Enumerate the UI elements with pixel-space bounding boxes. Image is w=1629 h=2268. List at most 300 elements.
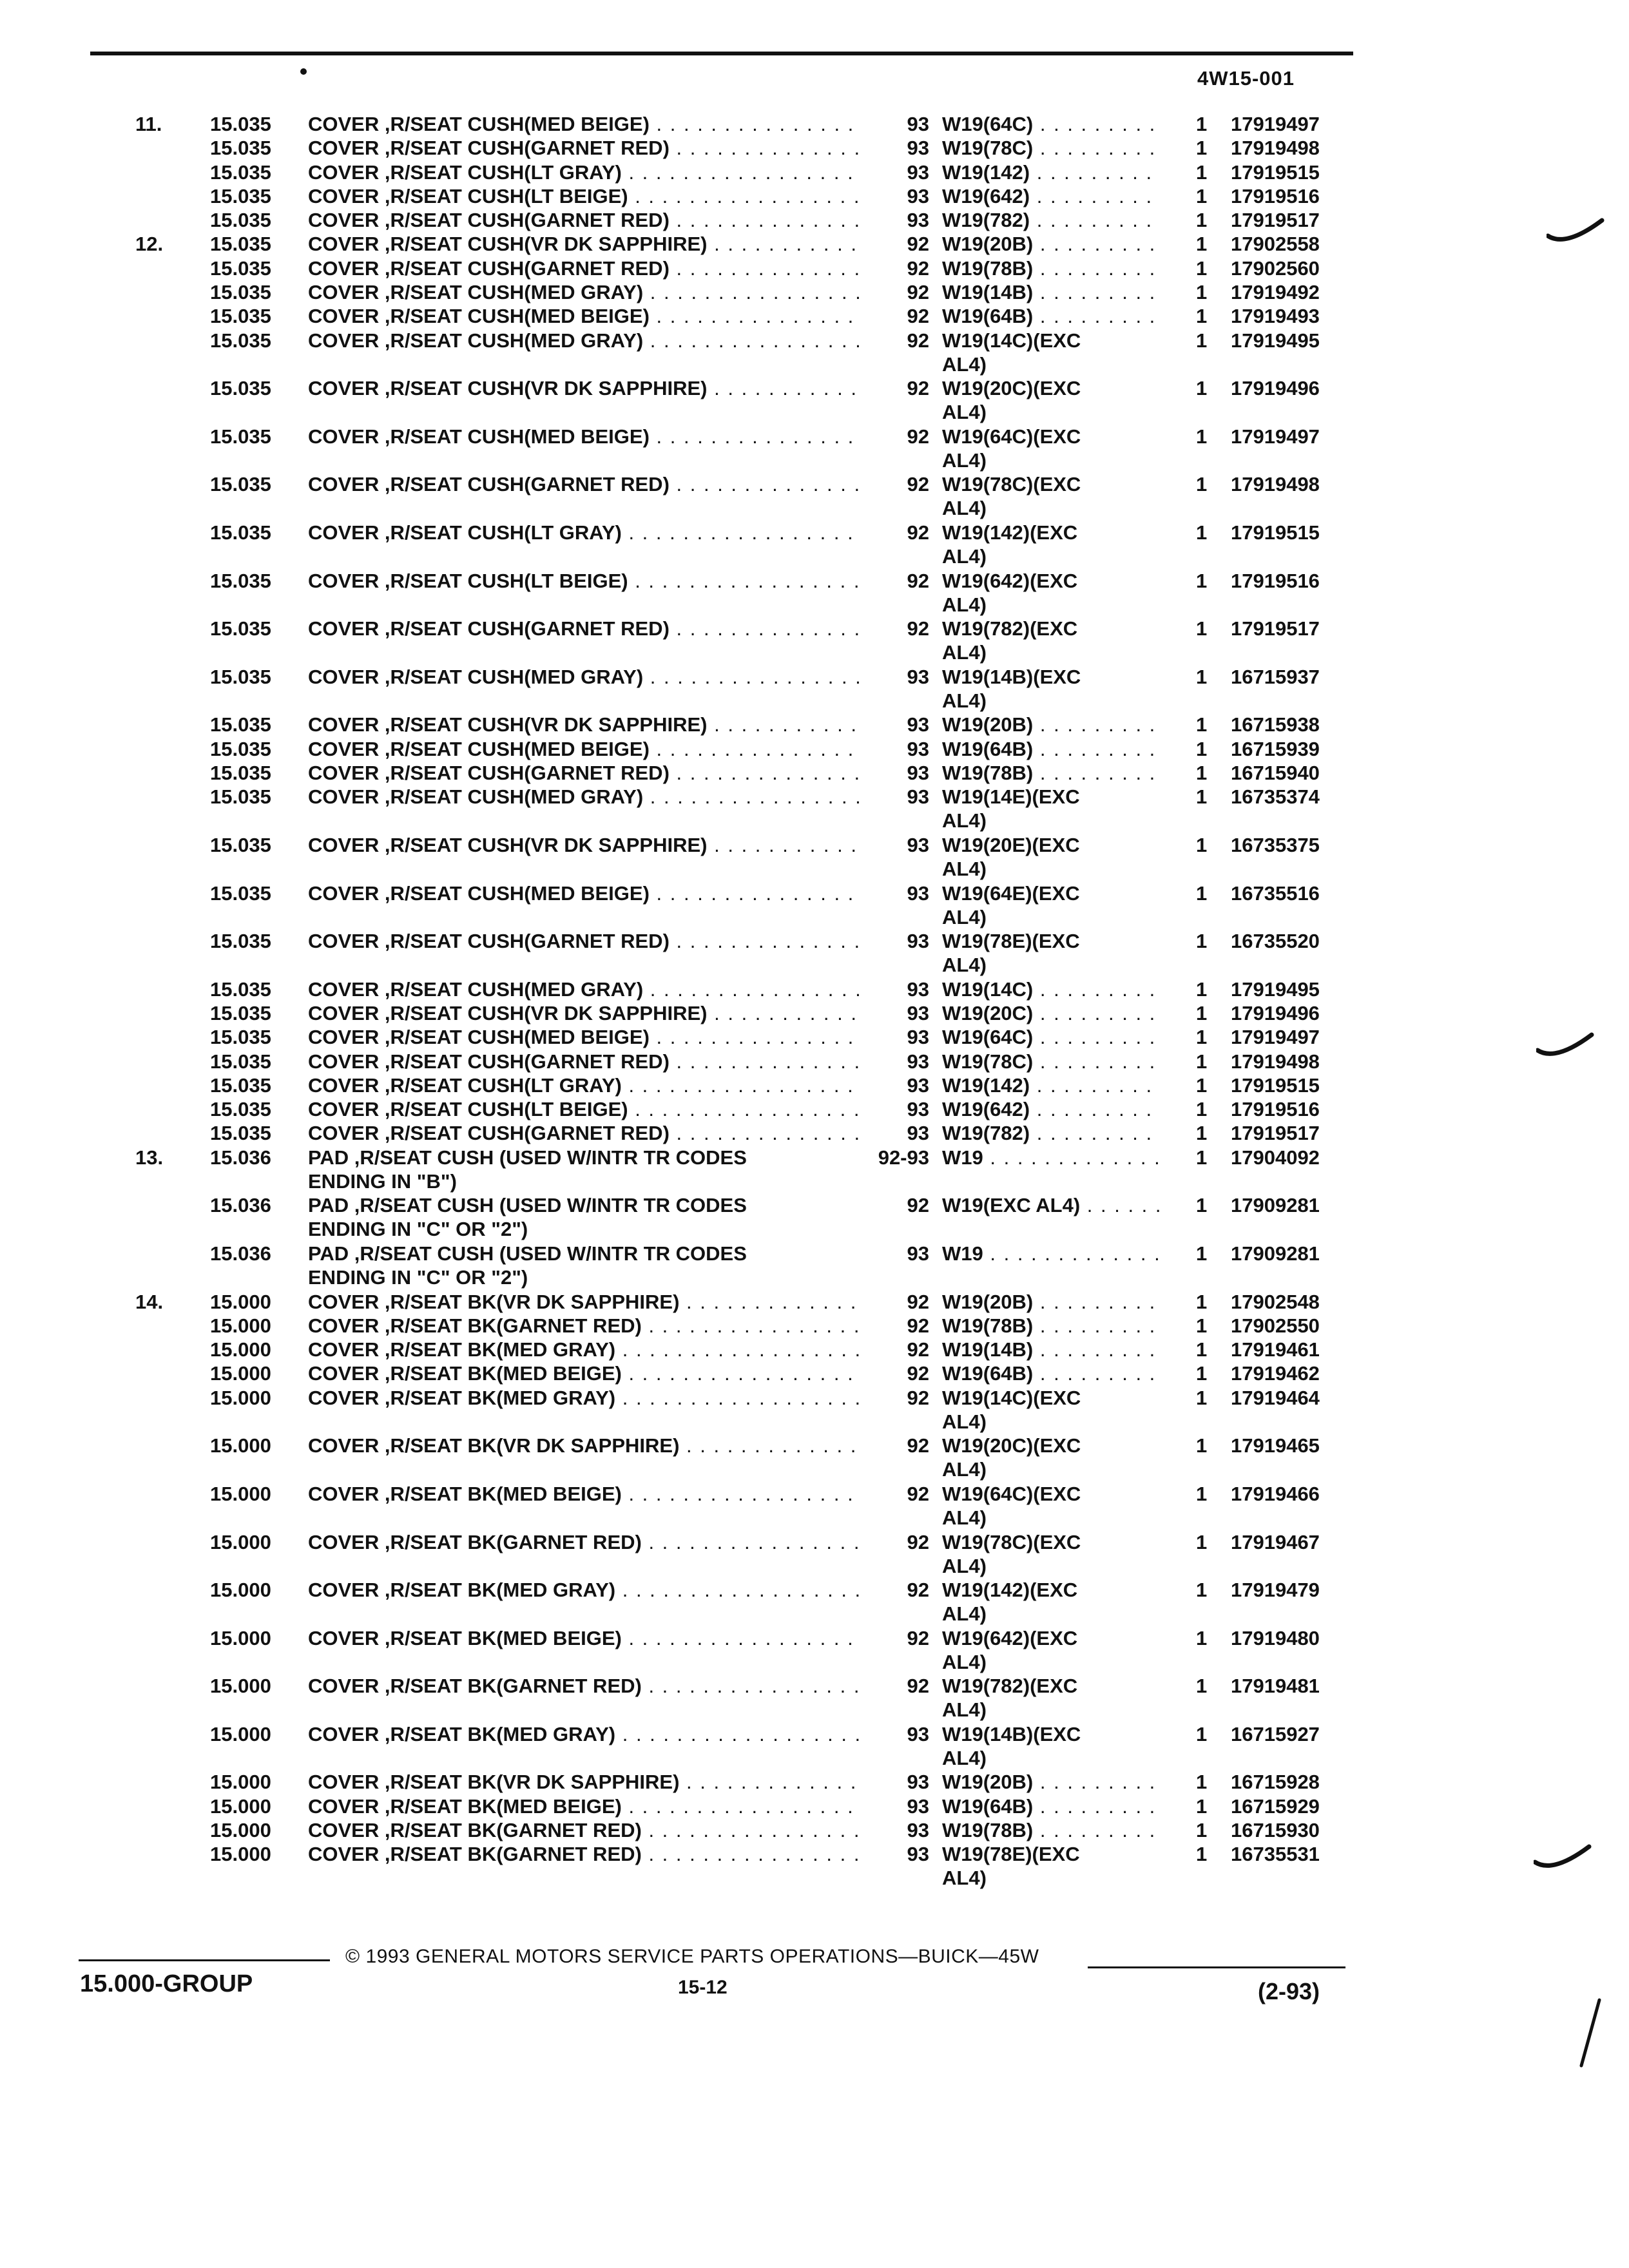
model-year: 92 — [907, 425, 929, 448]
quantity: 1 — [1196, 930, 1208, 953]
model-year: 92 — [907, 1362, 929, 1385]
usage-code — [942, 1193, 1161, 1217]
model-year: 93 — [907, 209, 929, 232]
usage-code — [942, 521, 1161, 568]
part-description — [308, 737, 862, 761]
model-year: 92 — [907, 1675, 929, 1698]
model-year: 92 — [907, 1314, 929, 1337]
model-year: 93 — [907, 137, 929, 160]
usage-text: W19(20C) . . . — [942, 1001, 1161, 1025]
group-number: 15.035 — [210, 762, 271, 785]
description-text: COVER ,R/SEAT CUSH(LT GRAY) . . . — [308, 160, 862, 184]
quantity: 1 — [1196, 1290, 1208, 1313]
group-number: 15.035 — [210, 1098, 271, 1121]
usage-text: W19(642) . . . — [942, 1097, 1161, 1121]
quantity: 1 — [1196, 762, 1208, 785]
group-number: 15.000 — [210, 1290, 271, 1313]
part-description — [308, 1314, 862, 1338]
usage-continued: AL4) — [942, 448, 987, 472]
group-number: 15.000 — [210, 1722, 271, 1745]
usage-text: W19(20B) . . . — [942, 232, 1161, 256]
part-description — [308, 280, 862, 304]
table-row — [0, 112, 1418, 136]
description-text: COVER ,R/SEAT CUSH(GARNET RED) . . . — [308, 208, 862, 232]
table-row — [0, 977, 1418, 1001]
group-number: 15.035 — [210, 425, 271, 448]
quantity: 1 — [1196, 1794, 1208, 1818]
table-row — [0, 929, 1418, 977]
quantity: 1 — [1196, 1026, 1208, 1049]
usage-code — [942, 713, 1161, 736]
table-row — [0, 184, 1418, 208]
usage-code — [942, 1121, 1161, 1145]
usage-text: W19(782) . . . — [942, 208, 1161, 232]
part-number: 17919517 — [1231, 1122, 1320, 1145]
group-number: 15.035 — [210, 1122, 271, 1145]
group-number: 15.035 — [210, 281, 271, 304]
usage-code — [942, 665, 1161, 713]
part-number: 17919517 — [1231, 617, 1320, 640]
part-description — [308, 1290, 862, 1314]
usage-continued: AL4) — [942, 809, 987, 832]
table-row — [0, 1338, 1418, 1361]
usage-code — [942, 1050, 1161, 1073]
usage-text: W19(78E)(EXC — [942, 930, 1080, 953]
part-description — [308, 1722, 862, 1746]
usage-text: W19(78C) . . . — [942, 1050, 1161, 1073]
model-year: 93 — [907, 184, 929, 207]
model-year: 92 — [907, 1579, 929, 1602]
quantity: 1 — [1196, 569, 1208, 592]
model-year: 92 — [907, 377, 929, 400]
header-rule — [90, 52, 1353, 55]
group-number: 15.000 — [210, 1314, 271, 1337]
description-text: COVER ,R/SEAT CUSH(MED BEIGE) . . . — [308, 304, 862, 328]
header-bullet — [300, 68, 307, 75]
part-description — [308, 1482, 862, 1506]
usage-text: W19(142)(EXC — [942, 521, 1078, 544]
quantity: 1 — [1196, 1722, 1208, 1745]
part-description — [308, 785, 862, 809]
usage-continued: AL4) — [942, 689, 987, 712]
part-description — [308, 1386, 862, 1410]
quantity: 1 — [1196, 233, 1208, 256]
quantity: 1 — [1196, 473, 1208, 496]
group-number: 15.035 — [210, 233, 271, 256]
description-text: COVER ,R/SEAT CUSH(GARNET RED) . . . — [308, 617, 862, 640]
description-text: COVER ,R/SEAT BK(VR DK SAPPHIRE) . . . — [308, 1434, 862, 1457]
description-text: PAD ,R/SEAT CUSH (USED W/INTR TR CODES — [308, 1242, 747, 1265]
description-text: COVER ,R/SEAT BK(GARNET RED) . . . — [308, 1842, 862, 1866]
table-row — [0, 1530, 1418, 1579]
table-row — [0, 376, 1418, 425]
quantity: 1 — [1196, 281, 1208, 304]
part-description — [308, 665, 862, 689]
part-number: 16735375 — [1231, 833, 1320, 856]
description-text: COVER ,R/SEAT CUSH(VR DK SAPPHIRE) . . . — [308, 232, 862, 256]
usage-code — [942, 1386, 1161, 1434]
usage-text: W19(14B) . . . — [942, 280, 1161, 304]
usage-text: W19(64C)(EXC — [942, 425, 1081, 448]
item-number: 13. — [135, 1146, 164, 1169]
part-description — [308, 881, 862, 905]
part-description — [308, 1578, 862, 1602]
model-year: 92 — [907, 1434, 929, 1457]
usage-code — [942, 1674, 1161, 1722]
part-description — [308, 977, 862, 1001]
group-number: 15.035 — [210, 209, 271, 232]
part-number: 17919462 — [1231, 1362, 1320, 1385]
model-year: 93 — [907, 881, 929, 905]
group-number: 15.035 — [210, 137, 271, 160]
usage-code — [942, 1530, 1161, 1578]
part-number: 17919515 — [1231, 1073, 1320, 1097]
table-row — [0, 1434, 1418, 1482]
usage-text: W19(642)(EXC — [942, 569, 1078, 592]
margin-check-mark — [1547, 216, 1605, 249]
usage-text: W19 . . . — [942, 1146, 1161, 1169]
table-row — [0, 1242, 1418, 1290]
table-row — [0, 425, 1418, 473]
table-row — [0, 1097, 1418, 1121]
description-text: COVER ,R/SEAT CUSH(MED BEIGE) . . . — [308, 881, 862, 905]
table-row — [0, 1842, 1418, 1890]
description-text: COVER ,R/SEAT BK(VR DK SAPPHIRE) . . . — [308, 1290, 862, 1314]
usage-code — [942, 208, 1161, 232]
part-description — [308, 232, 862, 256]
usage-continued: AL4) — [942, 1506, 987, 1529]
table-row — [0, 1794, 1418, 1818]
part-description — [308, 617, 862, 640]
description-text: COVER ,R/SEAT CUSH(VR DK SAPPHIRE) . . . — [308, 376, 862, 400]
group-number: 15.035 — [210, 569, 271, 592]
quantity: 1 — [1196, 665, 1208, 688]
model-year: 93 — [907, 113, 929, 135]
usage-code — [942, 929, 1161, 977]
part-description — [308, 112, 862, 136]
quantity: 1 — [1196, 617, 1208, 640]
usage-code — [942, 329, 1161, 376]
model-year: 93 — [907, 1242, 929, 1265]
item-number: 14. — [135, 1290, 164, 1313]
usage-text: W19(64B) . . . — [942, 1794, 1161, 1818]
group-number: 15.035 — [210, 305, 271, 328]
quantity: 1 — [1196, 305, 1208, 328]
description-text: COVER ,R/SEAT CUSH(MED GRAY) . . . — [308, 785, 862, 809]
usage-continued: AL4) — [942, 1650, 987, 1673]
quantity: 1 — [1196, 1434, 1208, 1457]
usage-code — [942, 1146, 1161, 1169]
part-number: 17919496 — [1231, 1001, 1320, 1024]
part-number: 17919497 — [1231, 113, 1320, 135]
part-description — [308, 329, 862, 352]
group-number: 15.035 — [210, 737, 271, 760]
quantity: 1 — [1196, 881, 1208, 905]
description-text: COVER ,R/SEAT CUSH(LT BEIGE) . . . — [308, 569, 862, 593]
revision-date: (2-93) — [1258, 1978, 1320, 2004]
table-row — [0, 1482, 1418, 1530]
part-number: 16735531 — [1231, 1843, 1320, 1866]
model-year: 93 — [907, 930, 929, 953]
quantity: 1 — [1196, 833, 1208, 856]
group-number: 15.035 — [210, 256, 271, 280]
part-description — [308, 1338, 862, 1361]
usage-text: W19(64E)(EXC — [942, 881, 1080, 905]
description-text: COVER ,R/SEAT CUSH(MED BEIGE) . . . — [308, 112, 862, 136]
usage-text: W19(78B) . . . — [942, 1818, 1161, 1842]
usage-text: W19(78E)(EXC — [942, 1843, 1080, 1866]
description-text: COVER ,R/SEAT CUSH(VR DK SAPPHIRE) . . . — [308, 1001, 862, 1025]
usage-code — [942, 1794, 1161, 1818]
description-text: COVER ,R/SEAT BK(GARNET RED) . . . — [308, 1674, 862, 1698]
usage-text: W19(64C) . . . — [942, 112, 1161, 136]
usage-continued: AL4) — [942, 1602, 987, 1626]
quantity: 1 — [1196, 209, 1208, 232]
table-row — [0, 833, 1418, 881]
description-text: COVER ,R/SEAT CUSH(LT GRAY) . . . — [308, 1073, 862, 1097]
part-description — [308, 304, 862, 328]
part-number: 16735374 — [1231, 785, 1320, 809]
table-row — [0, 1290, 1418, 1314]
table-row — [0, 785, 1418, 833]
model-year: 92 — [907, 281, 929, 304]
usage-continued: AL4) — [942, 1554, 987, 1577]
usage-code — [942, 136, 1161, 160]
usage-code — [942, 304, 1161, 328]
usage-code — [942, 977, 1161, 1001]
table-row — [0, 761, 1418, 785]
table-row — [0, 1361, 1418, 1385]
part-number: 17919461 — [1231, 1338, 1320, 1361]
group-number: 15.035 — [210, 785, 271, 809]
part-number: 17919515 — [1231, 160, 1320, 184]
quantity: 1 — [1196, 977, 1208, 1001]
group-number: 15.036 — [210, 1146, 271, 1169]
quantity: 1 — [1196, 737, 1208, 760]
quantity: 1 — [1196, 1242, 1208, 1265]
usage-continued: AL4) — [942, 497, 987, 520]
table-row — [0, 881, 1418, 930]
usage-text: W19(20B) . . . — [942, 1770, 1161, 1794]
usage-code — [942, 1314, 1161, 1338]
usage-code — [942, 1097, 1161, 1121]
quantity: 1 — [1196, 1530, 1208, 1553]
model-year: 92 — [907, 256, 929, 280]
usage-continued: AL4) — [942, 1458, 987, 1481]
table-row — [0, 1674, 1418, 1722]
part-description — [308, 1193, 862, 1241]
usage-code — [942, 1242, 1161, 1265]
quantity: 1 — [1196, 1098, 1208, 1121]
footer-rule-right — [1088, 1966, 1345, 1968]
quantity: 1 — [1196, 1386, 1208, 1409]
model-year: 93 — [907, 713, 929, 736]
part-number: 16715938 — [1231, 713, 1320, 736]
group-number: 15.035 — [210, 1001, 271, 1024]
part-number: 17919517 — [1231, 209, 1320, 232]
document-id: 4W15-001 — [1197, 67, 1295, 90]
usage-code — [942, 1290, 1161, 1314]
usage-code — [942, 425, 1161, 472]
usage-text: W19(20E)(EXC — [942, 833, 1080, 856]
description-continued: ENDING IN "C" OR "2") — [308, 1218, 528, 1241]
usage-code — [942, 881, 1161, 929]
part-description — [308, 833, 862, 857]
group-number: 15.035 — [210, 617, 271, 640]
quantity: 1 — [1196, 1122, 1208, 1145]
description-text: COVER ,R/SEAT CUSH(GARNET RED) . . . — [308, 929, 862, 953]
group-number: 15.035 — [210, 833, 271, 856]
part-description — [308, 1770, 862, 1794]
description-text: COVER ,R/SEAT CUSH(MED GRAY) . . . — [308, 329, 862, 352]
description-text: COVER ,R/SEAT BK(MED GRAY) . . . — [308, 1338, 862, 1361]
part-number: 17919464 — [1231, 1386, 1320, 1409]
usage-text: W19(20B) . . . — [942, 1290, 1161, 1314]
model-year: 92 — [907, 1386, 929, 1409]
model-year: 93 — [907, 1819, 929, 1842]
part-number: 17902548 — [1231, 1290, 1320, 1313]
usage-continued: AL4) — [942, 545, 987, 568]
model-year: 93 — [907, 1098, 929, 1121]
quantity: 1 — [1196, 184, 1208, 207]
part-description — [308, 184, 862, 208]
table-row — [0, 1722, 1418, 1771]
table-row — [0, 136, 1418, 160]
model-year: 92 — [907, 329, 929, 352]
part-number: 17919481 — [1231, 1675, 1320, 1698]
usage-continued: AL4) — [942, 641, 987, 664]
table-row — [0, 1025, 1418, 1049]
description-text: COVER ,R/SEAT CUSH(MED GRAY) . . . — [308, 977, 862, 1001]
group-number: 15.036 — [210, 1242, 271, 1265]
usage-code — [942, 1482, 1161, 1530]
item-number: 12. — [135, 233, 164, 256]
description-text: COVER ,R/SEAT CUSH(LT BEIGE) . . . — [308, 1097, 862, 1121]
part-description — [308, 1050, 862, 1073]
usage-continued: AL4) — [942, 593, 987, 616]
part-description — [308, 1674, 862, 1698]
group-number: 15.000 — [210, 1579, 271, 1602]
group-number: 15.000 — [210, 1338, 271, 1361]
table-row — [0, 208, 1418, 232]
description-text: COVER ,R/SEAT CUSH(MED BEIGE) . . . — [308, 737, 862, 761]
usage-text: W19(782)(EXC — [942, 617, 1078, 640]
part-number: 16715928 — [1231, 1771, 1320, 1794]
group-number: 15.000 — [210, 1794, 271, 1818]
usage-code — [942, 1025, 1161, 1049]
quantity: 1 — [1196, 1050, 1208, 1073]
group-number: 15.000 — [210, 1843, 271, 1866]
usage-code — [942, 785, 1161, 832]
usage-code — [942, 1818, 1161, 1842]
table-row — [0, 1121, 1418, 1145]
usage-continued: AL4) — [942, 1410, 987, 1433]
description-text: COVER ,R/SEAT BK(MED GRAY) . . . — [308, 1386, 862, 1410]
model-year: 93 — [907, 1073, 929, 1097]
usage-text: W19(142)(EXC — [942, 1579, 1078, 1602]
usage-continued: AL4) — [942, 905, 987, 928]
model-year: 93 — [907, 977, 929, 1001]
group-number: 15.035 — [210, 930, 271, 953]
part-number: 17919465 — [1231, 1434, 1320, 1457]
part-number: 17919498 — [1231, 137, 1320, 160]
description-text: COVER ,R/SEAT CUSH(LT GRAY) . . . — [308, 521, 862, 544]
quantity: 1 — [1196, 1626, 1208, 1649]
description-continued: ENDING IN "C" OR "2") — [308, 1265, 528, 1289]
part-number: 17919496 — [1231, 377, 1320, 400]
usage-text: W19(20C)(EXC — [942, 377, 1081, 400]
quantity: 1 — [1196, 160, 1208, 184]
description-text: COVER ,R/SEAT CUSH(GARNET RED) . . . — [308, 136, 862, 160]
usage-code — [942, 569, 1161, 617]
part-number: 17919493 — [1231, 305, 1320, 328]
quantity: 1 — [1196, 1338, 1208, 1361]
description-text: COVER ,R/SEAT BK(MED BEIGE) . . . — [308, 1794, 862, 1818]
table-row — [0, 521, 1418, 569]
part-number: 17919516 — [1231, 1098, 1320, 1121]
usage-text: W19(14B)(EXC — [942, 1722, 1081, 1745]
usage-text: W19(64B) . . . — [942, 304, 1161, 328]
table-row — [0, 280, 1418, 304]
model-year: 93 — [907, 785, 929, 809]
part-number: 17919498 — [1231, 1050, 1320, 1073]
table-row — [0, 713, 1418, 736]
usage-text: W19(EXC AL4) . . . — [942, 1193, 1161, 1217]
part-number: 16735516 — [1231, 881, 1320, 905]
usage-code — [942, 1361, 1161, 1385]
description-text: COVER ,R/SEAT CUSH(LT BEIGE) . . . — [308, 184, 862, 208]
usage-code — [942, 184, 1161, 208]
model-year: 92 — [907, 305, 929, 328]
part-number: 17919516 — [1231, 184, 1320, 207]
usage-text: W19(20C)(EXC — [942, 1434, 1081, 1457]
usage-text: W19(20B) . . . — [942, 713, 1161, 736]
group-number: 15.000 — [210, 1675, 271, 1698]
usage-text: W19(78C) . . . — [942, 136, 1161, 160]
quantity: 1 — [1196, 1073, 1208, 1097]
quantity: 1 — [1196, 1194, 1208, 1217]
quantity: 1 — [1196, 1314, 1208, 1337]
model-year: 93 — [907, 1026, 929, 1049]
usage-text: W19(64C)(EXC — [942, 1482, 1081, 1505]
part-number: 17919497 — [1231, 1026, 1320, 1049]
part-number: 16715940 — [1231, 762, 1320, 785]
usage-continued: AL4) — [942, 857, 987, 880]
group-number: 15.035 — [210, 184, 271, 207]
group-number: 15.035 — [210, 377, 271, 400]
part-number: 16735520 — [1231, 930, 1320, 953]
description-text: PAD ,R/SEAT CUSH (USED W/INTR TR CODES — [308, 1146, 747, 1169]
table-row — [0, 472, 1418, 521]
table-row — [0, 1626, 1418, 1675]
quantity: 1 — [1196, 425, 1208, 448]
table-row — [0, 1073, 1418, 1097]
usage-text: W19(64B) . . . — [942, 1361, 1161, 1385]
group-number: 15.035 — [210, 665, 271, 688]
usage-code — [942, 1626, 1161, 1674]
page-number: 15-12 — [678, 1977, 728, 1998]
usage-code — [942, 1073, 1161, 1097]
table-row — [0, 1386, 1418, 1434]
usage-code — [942, 617, 1161, 664]
group-number: 15.000 — [210, 1626, 271, 1649]
part-number: 17909281 — [1231, 1242, 1320, 1265]
group-number: 15.035 — [210, 113, 271, 135]
model-year: 92 — [907, 521, 929, 544]
group-number: 15.000 — [210, 1530, 271, 1553]
usage-code — [942, 1722, 1161, 1770]
description-text: COVER ,R/SEAT CUSH(VR DK SAPPHIRE) . . . — [308, 713, 862, 736]
